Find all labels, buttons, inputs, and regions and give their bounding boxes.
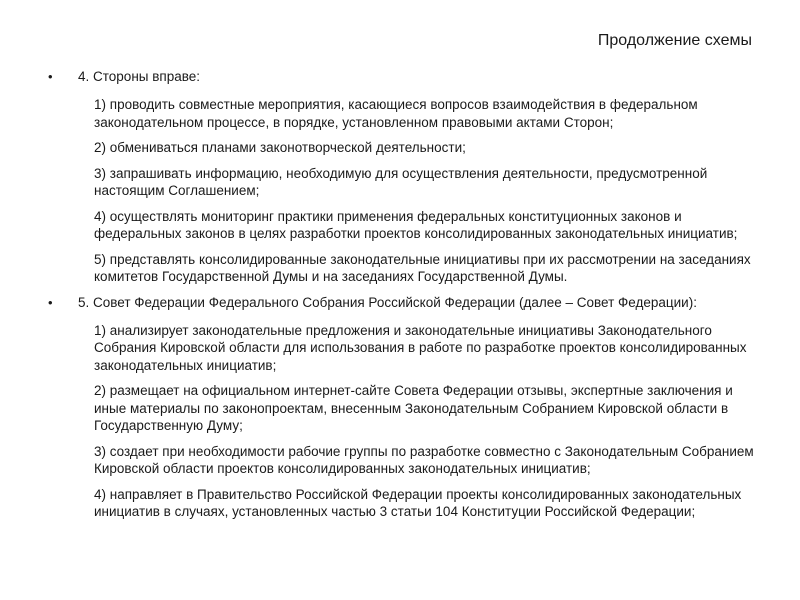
list-item: 4) осуществлять мониторинг практики применения федеральных конституционных законов и федеральных законов в целях разработки проектов консолидированных законодательных инициатив; [94, 208, 738, 241]
list-item: 2) обмениваться планами законотворческой деятельности; [94, 140, 466, 155]
list-item: 3) запрашивать информацию, необходимую для осуществления деятельности, предусмотренной настоящим Соглашением; [94, 165, 708, 198]
list-item: 1) проводить совместные мероприятия, касающиеся вопросов взаимодействия в федеральном законодательном процессе, в порядке, установленном правовыми актами Сторон; [94, 97, 698, 130]
section-rights [48, 68, 760, 286]
list-item: 2) размещает на официальном интернет-сайте Совета Федерации отзывы, экспертные заключения и иные материалы по законопроектам, внесенным Законодательным Собранием Кировской области в Государственную Думу; [94, 383, 733, 433]
section-heading: 4. Стороны вправе: [78, 69, 201, 84]
section-heading: 5. Совет Федерации Федерального Собрания Российской Федерации (далее – Совет Федерации): [78, 294, 697, 310]
section-federation-council [48, 294, 760, 521]
page-title: Продолжение схемы [597, 32, 752, 49]
list-item: 5) представлять консолидированные законодательные инициативы при их рассмотрении на заседаниях комитетов Государственной Думы и на заседаниях Государственной Думы. [94, 251, 751, 284]
list-item: 3) создает при необходимости рабочие группы по разработке совместно с Законодательным Собранием Кировской области проектов консолидированных законодательных инициатив; [94, 443, 754, 476]
bullet-icon: • [48, 294, 53, 310]
list-item: 4) направляет в Правительство Российской Федерации проекты консолидированных законодательных инициатив в случаях, установленных частью 3 статьи 104 Конституции Российской Федерации; [94, 486, 742, 519]
bullet-icon: • [48, 69, 53, 84]
document-body [48, 68, 760, 529]
list-item: 1) анализирует законодательные предложения и законодательные инициативы Законодательного Собрания Кировской области для использования в работе по разработке проектов консолидированных законодательных инициатив; [94, 322, 747, 373]
